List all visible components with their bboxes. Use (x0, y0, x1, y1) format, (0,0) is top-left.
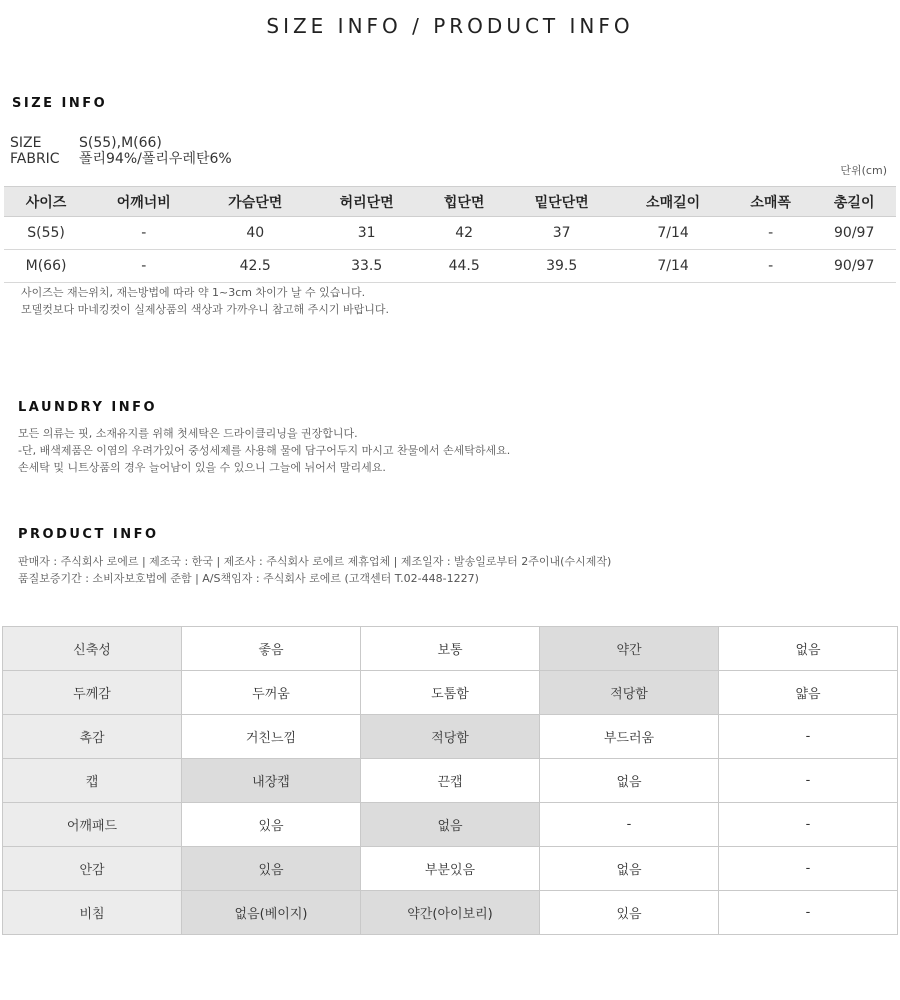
size-cell: 90/97 (812, 217, 896, 250)
attribute-label: 비침 (3, 891, 182, 935)
attribute-option: 없음(베이지) (182, 891, 361, 935)
attribute-option: - (719, 759, 898, 803)
attribute-option: 적당함 (540, 671, 719, 715)
size-header-cell: 어깨너비 (88, 187, 199, 217)
attribute-option: 없음 (361, 803, 540, 847)
attribute-option: 거친느낌 (182, 715, 361, 759)
attribute-label: 촉감 (3, 715, 182, 759)
attribute-label: 두께감 (3, 671, 182, 715)
attribute-label: 캡 (3, 759, 182, 803)
attribute-option: 적당함 (361, 715, 540, 759)
size-header-cell: 밑단단면 (506, 187, 617, 217)
laundry-line: 모든 의류는 핏, 소재유지를 위해 첫세탁은 드라이클리닝을 권장합니다. (18, 427, 358, 440)
size-header-cell: 힙단면 (422, 187, 506, 217)
size-cell: 7/14 (617, 217, 728, 250)
product-info-heading: PRODUCT INFO (18, 527, 159, 542)
attribute-option: 없음 (540, 847, 719, 891)
size-cell: 33.5 (311, 250, 422, 283)
laundry-notes (18, 425, 510, 476)
attribute-option: 있음 (182, 847, 361, 891)
attribute-option: 좋음 (182, 627, 361, 671)
size-note: 모델컷보다 마네킹컷이 실제상품의 색상과 가까우니 참고해 주시기 바랍니다. (21, 303, 390, 316)
attribute-option: - (719, 715, 898, 759)
laundry-line: -단, 배색제품은 이염의 우려가있어 중성세제를 사용해 물에 담구어두지 마시고 찬물에서 손세탁하세요. (18, 444, 511, 457)
table-row (4, 250, 896, 283)
size-header-cell: 소매폭 (729, 187, 813, 217)
size-table-header (4, 187, 896, 217)
size-cell: - (729, 250, 813, 283)
attribute-option: 없음 (719, 627, 898, 671)
attribute-option: - (719, 803, 898, 847)
size-cell: - (729, 217, 813, 250)
size-cell: 7/14 (617, 250, 728, 283)
size-cell: 42.5 (200, 250, 311, 283)
attribute-option: 얇음 (719, 671, 898, 715)
size-value: S(55),M(66) (79, 135, 162, 151)
attribute-option: 도톰함 (361, 671, 540, 715)
attribute-label: 어깨패드 (3, 803, 182, 847)
attribute-option: 약간(아이보리) (361, 891, 540, 935)
attribute-row (3, 847, 898, 891)
attribute-row (3, 627, 898, 671)
size-header-cell: 총길이 (812, 187, 896, 217)
product-notes (18, 553, 611, 587)
attribute-label: 안감 (3, 847, 182, 891)
size-cell: 44.5 (422, 250, 506, 283)
size-cell: 31 (311, 217, 422, 250)
size-info-heading: SIZE INFO (12, 96, 108, 111)
laundry-line: 손세탁 및 니트상품의 경우 늘어남이 있을 수 있으니 그늘에 뉘어서 말리세요. (18, 461, 386, 474)
attribute-option: 부분있음 (361, 847, 540, 891)
attribute-row (3, 891, 898, 935)
unit-label: 단위(cm) (840, 164, 887, 177)
attribute-option: 있음 (540, 891, 719, 935)
attribute-row (3, 759, 898, 803)
page-title: SIZE INFO / PRODUCT INFO (266, 14, 634, 38)
attribute-option: - (540, 803, 719, 847)
attribute-option: 보통 (361, 627, 540, 671)
attribute-option: 두꺼움 (182, 671, 361, 715)
size-cell: 37 (506, 217, 617, 250)
laundry-info-heading: LAUNDRY INFO (18, 400, 158, 415)
attribute-option: 부드러움 (540, 715, 719, 759)
size-cell: 90/97 (812, 250, 896, 283)
attribute-row (3, 803, 898, 847)
attribute-option: 끈캡 (361, 759, 540, 803)
attribute-option: 있음 (182, 803, 361, 847)
size-table (4, 186, 896, 283)
attribute-table (2, 626, 898, 935)
size-header-cell: 허리단면 (311, 187, 422, 217)
fabric-label: FABRIC (10, 151, 60, 167)
attribute-label: 신축성 (3, 627, 182, 671)
attribute-option: 약간 (540, 627, 719, 671)
size-cell: M(66) (4, 250, 88, 283)
size-label: SIZE (10, 135, 42, 151)
attribute-row (3, 715, 898, 759)
size-cell: 40 (200, 217, 311, 250)
size-cell: 39.5 (506, 250, 617, 283)
fabric-value: 폴리94%/폴리우레탄6% (79, 151, 232, 167)
size-note: 사이즈는 재는위치, 재는방법에 따라 약 1~3cm 차이가 날 수 있습니다. (21, 286, 366, 299)
attribute-option: 없음 (540, 759, 719, 803)
size-cell: 42 (422, 217, 506, 250)
attribute-option: 내장캡 (182, 759, 361, 803)
size-cell: - (88, 250, 199, 283)
fabric-spec (10, 151, 232, 167)
size-notes (21, 284, 389, 318)
product-line: 품질보증기간 : 소비자보호법에 준함 | A/S책임자 : 주식회사 로에르 (고객센터 T.02-448-1227) (18, 572, 479, 585)
product-line: 판매자 : 주식회사 로에르 | 제조국 : 한국 | 제조사 : 주식회사 로에르 제휴업체 | 제조일자 : 발송일로부터 2주이내(수시제작) (18, 555, 612, 568)
attribute-option: - (719, 847, 898, 891)
size-cell: S(55) (4, 217, 88, 250)
attribute-option: - (719, 891, 898, 935)
attribute-row (3, 671, 898, 715)
size-header-cell: 가슴단면 (200, 187, 311, 217)
size-spec (10, 135, 162, 151)
size-header-cell: 소매길이 (617, 187, 728, 217)
table-row (4, 217, 896, 250)
size-header-cell: 사이즈 (4, 187, 88, 217)
size-cell: - (88, 217, 199, 250)
